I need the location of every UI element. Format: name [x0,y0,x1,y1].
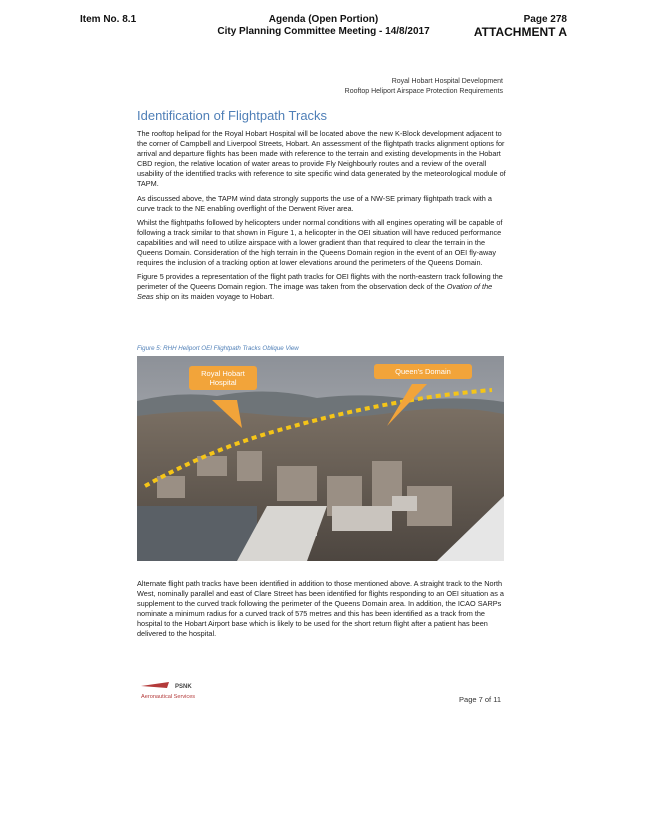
body-text-upper [137,129,507,307]
callout-queens-domain: Queen's Domain [374,364,472,379]
paragraph-4-start: Figure 5 provides a representation of the flight path tracks for OEI flights with the north-eastern track following the perimeter of the Queens Domain region. The image was taken from the observation deck of the [137,272,503,292]
doc-ref-line-1: Royal Hobart Hospital Development [391,78,503,85]
footer-page-number: Page 7 of 11 [459,695,501,704]
agenda-title: Agenda (Open Portion) [268,14,379,25]
paragraph-2: As discussed above, the TAPM wind data strongly supports the use of a NW-SE primary flightpath track with a curve track to the NE enabling overflight of the Derwent River area. [137,193,492,213]
callout-royal-hobart-hospital: Royal Hobart Hospital [189,366,257,390]
item-number: Item No. 8.1 [80,14,137,25]
paragraph-4 [137,272,507,302]
doc-ref-line-2: Rooftop Heliport Airspace Protection Requirements [344,88,503,95]
flightpath-photo [137,356,504,561]
page-header [474,14,567,38]
document-reference [345,77,503,97]
attachment-label: ATTACHMENT A [473,25,567,39]
svg-text:PSNK: PSNK [175,684,192,690]
meeting-title: City Planning Committee Meeting - 14/8/2017 [217,26,430,37]
svg-text:Aeronautical Services: Aeronautical Services [141,694,196,700]
paragraph-5: Alternate flight path tracks have been identified in addition to those mentioned above. A straight track to the North West, nominally parallel and east of Clare Street has been identified for flights responding to an OEI situation as a supplement to the curved track following the perimeter of the Queens Domain area. In addition, the ICAO SARPs nominate a minimum radius for a curved track of 575 metres and this has been identified as a track from the hospital to the Hobart Airport base which is likely to be used for the short return flight after a patient has been delivered to the hospital. [137,579,504,639]
section-title: Identification of Flightpath Tracks [137,108,328,123]
page-number: Page 278 [523,14,567,25]
paragraph-3: Whilst the flightpaths followed by helicopters under normal conditions with all engines operating will be capable of following a track similar to that shown in Figure 1, a helicopter in the OEI situation will have reduced performance capabilities and will need to utilize airspace with a lower gradient than that required to clear the terrain in the Queens Domain. Consideration of the high terrain in the Queens Domain region in the event of an OEI fly-away requires the inclusion of a tracking option at lower elevations around the perimeters of the Queens Domain. [137,217,503,268]
psnk-logo-mark [139,680,199,702]
figure-caption: Figure 5: RHH Heliport OEI Flightpath Tracks Oblique View [137,345,299,352]
paragraph-4-end: ship on its maiden voyage to Hobart. [153,292,275,302]
body-text-lower [137,579,507,644]
ship-name: Ovation of the Seas [137,282,493,302]
paragraph-1: The rooftop helipad for the Royal Hobart Hospital will be located above the new K-Block development adjacent to the corner of Campbell and Liverpool Streets, Hobart. An assessment of the flightpath tracks alignment options for arrival and departure flights has been made with reference to the terrain and existing developments in the Hobart CBD region, the relative location of water areas to provide Fly Neighbourly routes and a review of the overall usability of the identified tracks with reference to site specific wind data generated by the meteorological module of TAPM. [137,129,506,189]
harbour-water [137,506,257,561]
psnk-logo [139,680,199,702]
